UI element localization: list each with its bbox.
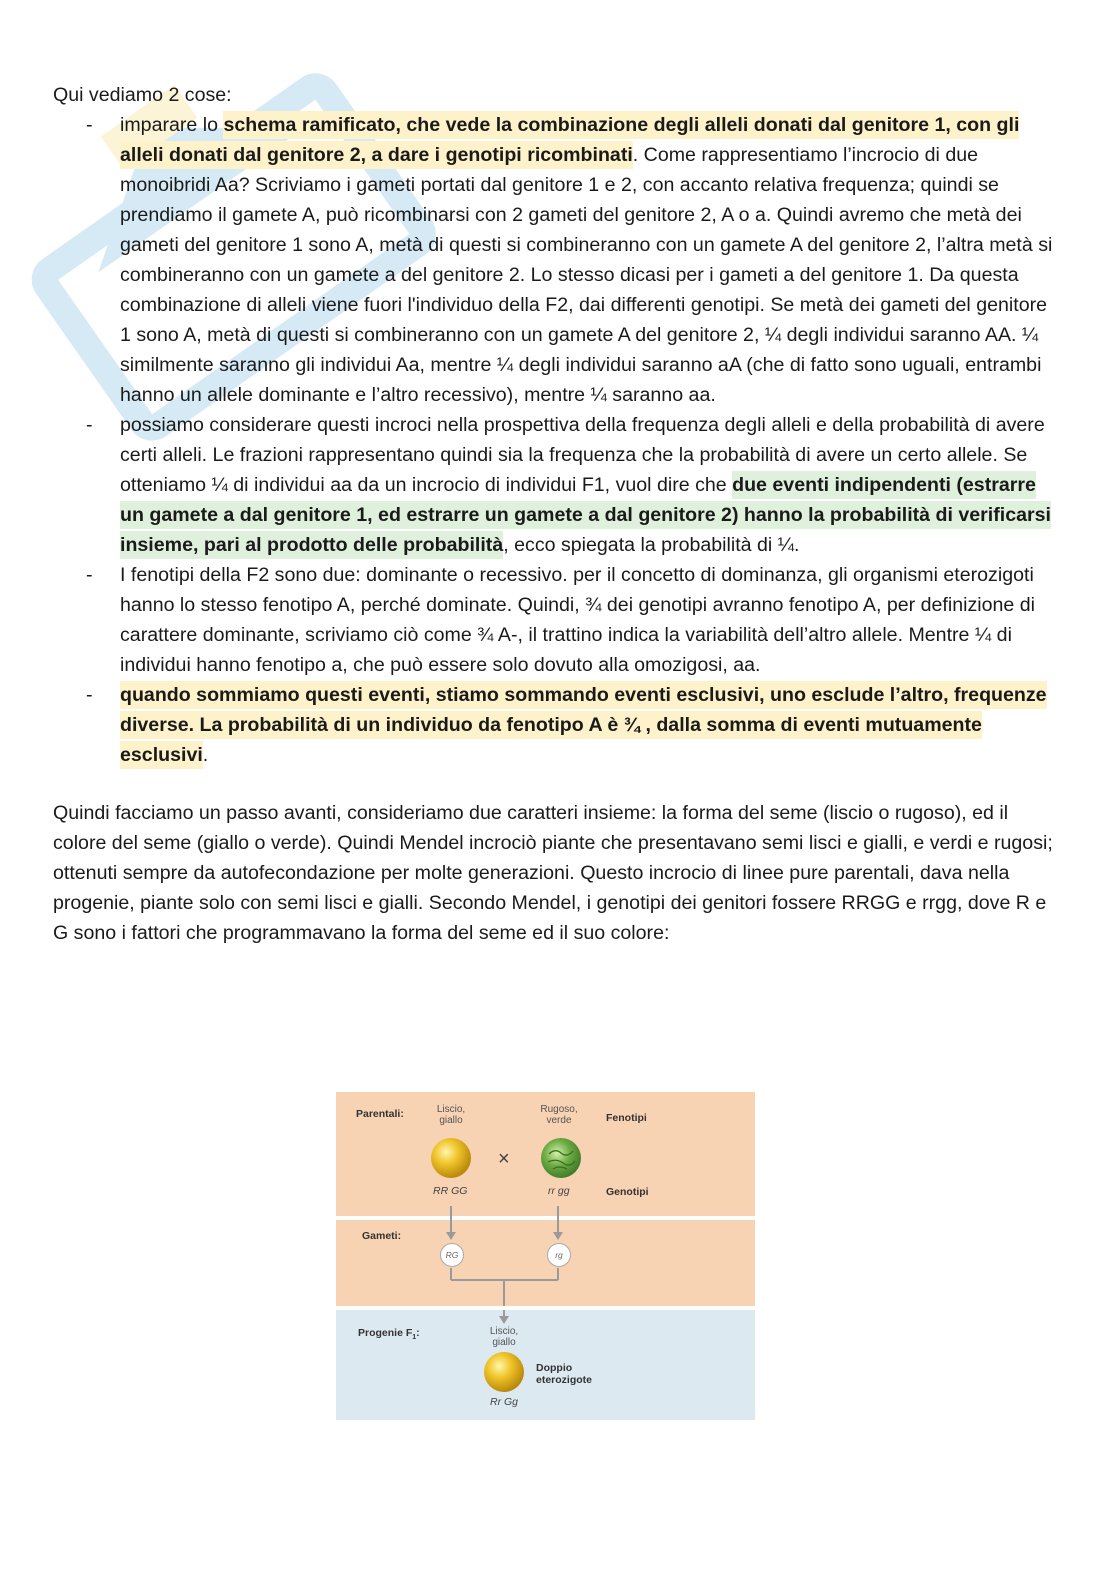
bullet-2-pre: possiamo considerare questi incroci nella prospettiva della frequenza degli alleli e della probabilità di avere certi alleli. Le frazioni rappresentano quindi sia la frequenza che la probabilità di avere un certo allele. Se otteniamo ¼ di individui aa da un incrocio di individui F1, vuol dire che <box>120 414 1045 496</box>
cross-figure <box>336 1092 755 1420</box>
highlight-yellow: schema ramificato, che vede la combinazione degli alleli donati dal genitore 1, con gli alleli donati dal genitore 2, a dare i genotipi ricombinati <box>120 111 1019 169</box>
genotypes-label: Genotipi <box>606 1186 649 1198</box>
list-item <box>53 410 1063 560</box>
bullet-3-text: I fenotipi della F2 sono due: dominante o recessivo. per il concetto di dominanza, gli organismi eterozigoti hanno lo stesso fenotipo A, perché dominate. Quindi, ¾ dei genotipi avranno fenotipo A, per definizione di carattere dominante, scriviamo ciò come ¾ A-, il trattino indica la variabilità dell’altro allele. Mentre ¼ di individui hanno fenotipo a, che può essere solo dovuto alla omozigosi, aa. <box>120 564 1036 676</box>
bullet-4-post: . <box>202 744 209 766</box>
highlight-green: due eventi indipendenti (estrarre un gamete a dal genitore 1, ed estrarre un gamete a dal genitore 2) hanno la probabilità di verificarsi insieme, pari al prodotto delle probabilità <box>120 471 1051 559</box>
list-item <box>53 680 1063 770</box>
progeny-genotype: Rr Gg <box>490 1396 519 1408</box>
highlight-yellow: quando sommiamo questi eventi, stiamo sommando eventi esclusivi, uno esclude l’altro, frequenze diverse. La probabilità di un individuo da fenotipo A è ¾ , dalla somma di eventi mutuamente esclusivi <box>120 681 1047 769</box>
parental-label: Parentali: <box>356 1108 404 1120</box>
dash-bullet: - <box>86 684 93 706</box>
dash-bullet: - <box>86 414 93 436</box>
parent2-phenotype: Rugoso, verde <box>540 1104 578 1126</box>
progeny-label: Progenie $F_1$: <box>358 1327 420 1342</box>
dash-bullet: - <box>86 564 93 586</box>
progeny-phenotype: Liscio, giallo <box>489 1326 519 1348</box>
yellow-smooth-seed <box>429 1136 473 1180</box>
parent1-genotype: RR GG <box>433 1185 468 1197</box>
parent1-phenotype: Liscio, giallo <box>436 1104 466 1126</box>
document-body <box>53 80 1063 948</box>
bullet-1-pre: imparare lo <box>120 114 224 136</box>
cross-symbol: × <box>498 1148 510 1170</box>
list-item <box>53 110 1063 410</box>
gamete-rg-recessive: rg <box>547 1243 571 1267</box>
bullet-2-post: , ecco spiegata la probabilità di ¼. <box>503 534 800 556</box>
gamete-rg-dominant: RG <box>440 1243 464 1267</box>
double-heterozygote-label: Doppio eterozigote <box>536 1362 593 1386</box>
bullet-list <box>53 110 1063 770</box>
green-wrinkled-seed <box>539 1136 583 1180</box>
cross-arrows <box>336 1200 755 1420</box>
progeny-yellow-seed <box>482 1350 526 1394</box>
intro-text: Qui vediamo 2 cose: <box>53 84 232 106</box>
list-item <box>53 560 1063 680</box>
parent2-genotype: rr gg <box>548 1185 570 1197</box>
dash-bullet: - <box>86 114 93 136</box>
gametes-label: Gameti: <box>362 1230 402 1242</box>
paragraph-2: Quindi facciamo un passo avanti, consideriamo due caratteri insieme: la forma del seme (liscio o rugoso), ed il colore del seme (giallo o verde). Quindi Mendel incrociò piante che presentavano semi lisci e gialli, e verdi e rugosi; ottenuti sempre da autofecondazione per molte generazioni. Questo incrocio di linee pure parentali, dava nella progenie, piante solo con semi lisci e gialli. Secondo Mendel, i genotipi dei genitori fossere RRGG e rrgg, dove R e G sono i fattori che programmavano la forma del seme ed il suo colore: <box>53 802 1053 944</box>
bullet-1-post: . Come rappresentiamo l’incrocio di due monoibridi Aa? Scriviamo i gameti portati dal genitore 1 e 2, con accanto relativa frequenza; quindi se prendiamo il gamete A, può ricombinarsi con 2 gameti del genitore 2, A o a. Quindi avremo che metà dei gameti del genitore 1 sono A, metà di questi si combineranno con un gamete A del genitore 2, l’altra metà si combineranno con un gamete a del genitore 2. Lo stesso dicasi per i gameti a del genitore 1. Da questa combinazione di alleli viene fuori l'individuo della F2, dai differenti genotipi. Se metà dei gameti del genitore 1 sono A, metà di questi si combineranno con un gamete A del genitore 2, ¼ degli individui saranno AA. ¼ similmente saranno gli individui Aa, mentre ¼ degli individui saranno aA (che di fatto sono uguali, entrambi hanno un allele dominante e l’altro recessivo), mentre ¼ saranno aa. <box>120 144 1053 406</box>
phenotypes-label: Fenotipi <box>606 1112 647 1124</box>
